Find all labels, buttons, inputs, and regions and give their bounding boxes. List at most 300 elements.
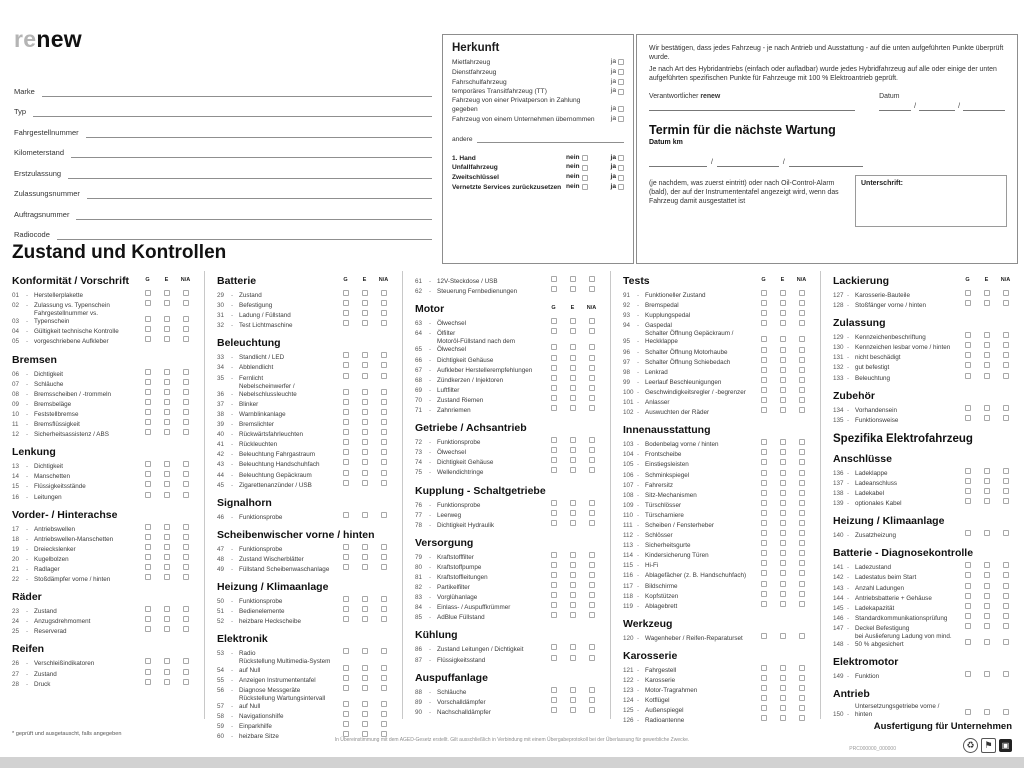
- checkbox[interactable]: [780, 601, 786, 607]
- checkbox[interactable]: [570, 655, 576, 661]
- checkbox[interactable]: [362, 439, 368, 445]
- checkbox[interactable]: [799, 550, 805, 556]
- checkbox[interactable]: [343, 419, 349, 425]
- checkbox[interactable]: [984, 593, 990, 599]
- checkbox[interactable]: [362, 290, 368, 296]
- checkbox[interactable]: [343, 616, 349, 622]
- checkbox[interactable]: [799, 675, 805, 681]
- checkbox[interactable]: [589, 395, 595, 401]
- checkbox[interactable]: [183, 574, 189, 580]
- checkbox[interactable]: [589, 655, 595, 661]
- checkbox[interactable]: [761, 470, 767, 476]
- checkbox[interactable]: [761, 357, 767, 363]
- checkbox[interactable]: [761, 581, 767, 587]
- checkbox[interactable]: [183, 290, 189, 296]
- checkbox[interactable]: [551, 644, 557, 650]
- checkbox[interactable]: [570, 612, 576, 618]
- checkbox[interactable]: [1003, 639, 1009, 645]
- checkbox[interactable]: [1003, 498, 1009, 504]
- form-field-input-line[interactable]: [71, 145, 432, 158]
- checkbox[interactable]: [799, 633, 805, 639]
- checkbox[interactable]: [551, 562, 557, 568]
- checkbox[interactable]: [343, 373, 349, 379]
- checkbox[interactable]: [183, 471, 189, 477]
- checkbox[interactable]: [984, 332, 990, 338]
- checkbox[interactable]: [799, 480, 805, 486]
- checkbox[interactable]: [761, 367, 767, 373]
- checkbox[interactable]: [799, 601, 805, 607]
- checkbox[interactable]: [780, 685, 786, 691]
- checkbox[interactable]: [551, 697, 557, 703]
- checkbox[interactable]: [145, 300, 151, 306]
- checkbox[interactable]: [164, 399, 170, 405]
- checkbox[interactable]: [761, 290, 767, 296]
- checkbox[interactable]: [381, 300, 387, 306]
- checkbox[interactable]: [589, 687, 595, 693]
- checkbox[interactable]: [381, 701, 387, 707]
- checkbox[interactable]: [799, 310, 805, 316]
- checkbox[interactable]: [582, 165, 588, 171]
- checkbox[interactable]: [1003, 671, 1009, 677]
- checkbox[interactable]: [164, 379, 170, 385]
- checkbox[interactable]: [164, 419, 170, 425]
- checkbox[interactable]: [570, 520, 576, 526]
- checkbox[interactable]: [618, 184, 624, 190]
- checkbox[interactable]: [362, 596, 368, 602]
- checkbox[interactable]: [145, 399, 151, 405]
- checkbox[interactable]: [343, 429, 349, 435]
- checkbox[interactable]: [145, 316, 151, 322]
- checkbox[interactable]: [551, 572, 557, 578]
- checkbox[interactable]: [965, 623, 971, 629]
- checkbox[interactable]: [965, 603, 971, 609]
- checkbox[interactable]: [780, 459, 786, 465]
- checkbox[interactable]: [780, 357, 786, 363]
- checkbox[interactable]: [570, 562, 576, 568]
- checkbox[interactable]: [570, 500, 576, 506]
- checkbox[interactable]: [761, 665, 767, 671]
- checkbox[interactable]: [551, 602, 557, 608]
- checkbox[interactable]: [183, 369, 189, 375]
- checkbox[interactable]: [145, 336, 151, 342]
- checkbox[interactable]: [589, 328, 595, 334]
- checkbox[interactable]: [780, 520, 786, 526]
- checkbox[interactable]: [780, 407, 786, 413]
- checkbox[interactable]: [799, 449, 805, 455]
- checkbox[interactable]: [343, 352, 349, 358]
- checkbox[interactable]: [381, 373, 387, 379]
- checkbox[interactable]: [618, 165, 624, 171]
- checkbox[interactable]: [589, 582, 595, 588]
- checkbox[interactable]: [183, 379, 189, 385]
- form-field-input-line[interactable]: [86, 125, 432, 138]
- checkbox[interactable]: [780, 540, 786, 546]
- checkbox[interactable]: [761, 715, 767, 721]
- checkbox[interactable]: [164, 574, 170, 580]
- checkbox[interactable]: [589, 697, 595, 703]
- checkbox[interactable]: [362, 544, 368, 550]
- checkbox[interactable]: [164, 300, 170, 306]
- checkbox[interactable]: [589, 467, 595, 473]
- checkbox[interactable]: [1003, 623, 1009, 629]
- checkbox[interactable]: [183, 300, 189, 306]
- checkbox[interactable]: [362, 685, 368, 691]
- checkbox[interactable]: [618, 175, 624, 181]
- checkbox[interactable]: [362, 675, 368, 681]
- checkbox[interactable]: [1003, 583, 1009, 589]
- checkbox[interactable]: [570, 318, 576, 324]
- checkbox[interactable]: [761, 480, 767, 486]
- checkbox[interactable]: [183, 336, 189, 342]
- checkbox[interactable]: [164, 534, 170, 540]
- checkbox[interactable]: [164, 544, 170, 550]
- checkbox[interactable]: [343, 449, 349, 455]
- checkbox[interactable]: [965, 478, 971, 484]
- checkbox[interactable]: [551, 344, 557, 350]
- checkbox[interactable]: [570, 644, 576, 650]
- checkbox[interactable]: [965, 300, 971, 306]
- checkbox[interactable]: [589, 510, 595, 516]
- checkbox[interactable]: [761, 377, 767, 383]
- checkbox[interactable]: [984, 362, 990, 368]
- checkbox[interactable]: [582, 184, 588, 190]
- checkbox[interactable]: [1003, 332, 1009, 338]
- checkbox[interactable]: [551, 355, 557, 361]
- checkbox[interactable]: [570, 328, 576, 334]
- checkbox[interactable]: [343, 480, 349, 486]
- checkbox[interactable]: [780, 675, 786, 681]
- checkbox[interactable]: [761, 387, 767, 393]
- checkbox[interactable]: [589, 520, 595, 526]
- checkbox[interactable]: [362, 721, 368, 727]
- checkbox[interactable]: [381, 449, 387, 455]
- checkbox[interactable]: [551, 592, 557, 598]
- checkbox[interactable]: [1003, 342, 1009, 348]
- checkbox[interactable]: [381, 409, 387, 415]
- checkbox[interactable]: [570, 707, 576, 713]
- checkbox[interactable]: [145, 492, 151, 498]
- checkbox[interactable]: [145, 658, 151, 664]
- form-field-input-line[interactable]: [87, 186, 432, 199]
- checkbox[interactable]: [761, 570, 767, 576]
- checkbox[interactable]: [618, 79, 624, 85]
- checkbox[interactable]: [343, 675, 349, 681]
- checkbox[interactable]: [1003, 352, 1009, 358]
- checkbox[interactable]: [582, 175, 588, 181]
- checkbox[interactable]: [570, 365, 576, 371]
- checkbox[interactable]: [362, 606, 368, 612]
- checkbox[interactable]: [164, 336, 170, 342]
- checkbox[interactable]: [984, 623, 990, 629]
- checkbox[interactable]: [183, 616, 189, 622]
- checkbox[interactable]: [799, 560, 805, 566]
- checkbox[interactable]: [984, 562, 990, 568]
- checkbox[interactable]: [343, 554, 349, 560]
- checkbox[interactable]: [381, 320, 387, 326]
- checkbox[interactable]: [984, 488, 990, 494]
- checkbox[interactable]: [780, 570, 786, 576]
- checkbox[interactable]: [381, 675, 387, 681]
- checkbox[interactable]: [381, 399, 387, 405]
- checkbox[interactable]: [984, 498, 990, 504]
- checkbox[interactable]: [551, 395, 557, 401]
- checkbox[interactable]: [618, 106, 624, 112]
- checkbox[interactable]: [799, 510, 805, 516]
- checkbox[interactable]: [984, 373, 990, 379]
- checkbox[interactable]: [551, 582, 557, 588]
- checkbox[interactable]: [589, 644, 595, 650]
- checkbox[interactable]: [799, 377, 805, 383]
- checkbox[interactable]: [761, 705, 767, 711]
- checkbox[interactable]: [164, 524, 170, 530]
- checkbox[interactable]: [761, 530, 767, 536]
- checkbox[interactable]: [1003, 613, 1009, 619]
- checkbox[interactable]: [1003, 603, 1009, 609]
- checkbox[interactable]: [761, 695, 767, 701]
- checkbox[interactable]: [381, 721, 387, 727]
- checkbox[interactable]: [551, 500, 557, 506]
- checkbox[interactable]: [381, 470, 387, 476]
- checkbox[interactable]: [984, 342, 990, 348]
- checkbox[interactable]: [343, 606, 349, 612]
- checkbox[interactable]: [761, 540, 767, 546]
- checkbox[interactable]: [799, 540, 805, 546]
- checkbox[interactable]: [965, 290, 971, 296]
- checkbox[interactable]: [343, 320, 349, 326]
- checkbox[interactable]: [343, 544, 349, 550]
- checkbox[interactable]: [1003, 415, 1009, 421]
- checkbox[interactable]: [145, 379, 151, 385]
- checkbox[interactable]: [570, 467, 576, 473]
- checkbox[interactable]: [362, 399, 368, 405]
- checkbox[interactable]: [183, 606, 189, 612]
- checkbox[interactable]: [589, 592, 595, 598]
- checkbox[interactable]: [551, 552, 557, 558]
- checkbox[interactable]: [780, 560, 786, 566]
- checkbox[interactable]: [780, 387, 786, 393]
- checkbox[interactable]: [1003, 478, 1009, 484]
- checkbox[interactable]: [984, 583, 990, 589]
- checkbox[interactable]: [799, 685, 805, 691]
- checkbox[interactable]: [570, 602, 576, 608]
- checkbox[interactable]: [164, 471, 170, 477]
- checkbox[interactable]: [780, 367, 786, 373]
- checkbox[interactable]: [164, 679, 170, 685]
- checkbox[interactable]: [145, 554, 151, 560]
- checkbox[interactable]: [799, 407, 805, 413]
- checkbox[interactable]: [343, 721, 349, 727]
- checkbox[interactable]: [164, 316, 170, 322]
- checkbox[interactable]: [965, 530, 971, 536]
- checkbox[interactable]: [984, 300, 990, 306]
- checkbox[interactable]: [780, 470, 786, 476]
- responsible-input-line[interactable]: [649, 101, 855, 111]
- checkbox[interactable]: [362, 616, 368, 622]
- checkbox[interactable]: [780, 439, 786, 445]
- checkbox[interactable]: [183, 669, 189, 675]
- checkbox[interactable]: [183, 544, 189, 550]
- checkbox[interactable]: [965, 342, 971, 348]
- checkbox[interactable]: [570, 405, 576, 411]
- checkbox[interactable]: [570, 687, 576, 693]
- checkbox[interactable]: [1003, 572, 1009, 578]
- checkbox[interactable]: [381, 419, 387, 425]
- checkbox[interactable]: [1003, 362, 1009, 368]
- checkbox[interactable]: [780, 320, 786, 326]
- checkbox[interactable]: [965, 373, 971, 379]
- checkbox[interactable]: [362, 701, 368, 707]
- checkbox[interactable]: [799, 581, 805, 587]
- checkbox[interactable]: [551, 447, 557, 453]
- checkbox[interactable]: [343, 665, 349, 671]
- checkbox[interactable]: [343, 470, 349, 476]
- checkbox[interactable]: [570, 276, 576, 282]
- checkbox[interactable]: [965, 671, 971, 677]
- checkbox[interactable]: [570, 395, 576, 401]
- next-service-input[interactable]: / /: [649, 157, 979, 167]
- checkbox[interactable]: [965, 468, 971, 474]
- checkbox[interactable]: [799, 490, 805, 496]
- checkbox[interactable]: [761, 633, 767, 639]
- checkbox[interactable]: [799, 387, 805, 393]
- checkbox[interactable]: [780, 695, 786, 701]
- checkbox[interactable]: [589, 375, 595, 381]
- checkbox[interactable]: [589, 707, 595, 713]
- checkbox[interactable]: [589, 276, 595, 282]
- checkbox[interactable]: [618, 155, 624, 161]
- checkbox[interactable]: [145, 679, 151, 685]
- checkbox[interactable]: [362, 409, 368, 415]
- checkbox[interactable]: [570, 355, 576, 361]
- checkbox[interactable]: [984, 530, 990, 536]
- checkbox[interactable]: [183, 492, 189, 498]
- checkbox[interactable]: [780, 530, 786, 536]
- form-field-input-line[interactable]: [57, 227, 432, 240]
- checkbox[interactable]: [183, 429, 189, 435]
- checkbox[interactable]: [570, 286, 576, 292]
- checkbox[interactable]: [381, 290, 387, 296]
- checkbox[interactable]: [362, 470, 368, 476]
- checkbox[interactable]: [164, 564, 170, 570]
- checkbox[interactable]: [780, 581, 786, 587]
- checkbox[interactable]: [965, 498, 971, 504]
- checkbox[interactable]: [362, 429, 368, 435]
- checkbox[interactable]: [799, 367, 805, 373]
- checkbox[interactable]: [145, 409, 151, 415]
- checkbox[interactable]: [164, 409, 170, 415]
- checkbox[interactable]: [183, 564, 189, 570]
- checkbox[interactable]: [183, 399, 189, 405]
- checkbox[interactable]: [1003, 593, 1009, 599]
- checkbox[interactable]: [381, 512, 387, 518]
- checkbox[interactable]: [343, 399, 349, 405]
- checkbox[interactable]: [362, 419, 368, 425]
- checkbox[interactable]: [1003, 290, 1009, 296]
- checkbox[interactable]: [183, 461, 189, 467]
- checkbox[interactable]: [799, 705, 805, 711]
- checkbox[interactable]: [164, 481, 170, 487]
- form-field-input-line[interactable]: [33, 104, 432, 117]
- checkbox[interactable]: [570, 582, 576, 588]
- checkbox[interactable]: [551, 385, 557, 391]
- checkbox[interactable]: [164, 606, 170, 612]
- checkbox[interactable]: [164, 669, 170, 675]
- checkbox[interactable]: [761, 439, 767, 445]
- checkbox[interactable]: [145, 461, 151, 467]
- checkbox[interactable]: [343, 459, 349, 465]
- checkbox[interactable]: [570, 385, 576, 391]
- checkbox[interactable]: [589, 405, 595, 411]
- checkbox[interactable]: [145, 669, 151, 675]
- checkbox[interactable]: [984, 603, 990, 609]
- checkbox[interactable]: [183, 658, 189, 664]
- checkbox[interactable]: [343, 596, 349, 602]
- checkbox[interactable]: [761, 449, 767, 455]
- checkbox[interactable]: [589, 612, 595, 618]
- checkbox[interactable]: [780, 300, 786, 306]
- form-field-input-line[interactable]: [76, 207, 432, 220]
- checkbox[interactable]: [570, 344, 576, 350]
- checkbox[interactable]: [965, 613, 971, 619]
- checkbox[interactable]: [965, 352, 971, 358]
- checkbox[interactable]: [761, 500, 767, 506]
- checkbox[interactable]: [343, 564, 349, 570]
- checkbox[interactable]: [799, 665, 805, 671]
- checkbox[interactable]: [984, 468, 990, 474]
- checkbox[interactable]: [761, 310, 767, 316]
- checkbox[interactable]: [183, 626, 189, 632]
- checkbox[interactable]: [799, 570, 805, 576]
- checkbox[interactable]: [183, 409, 189, 415]
- checkbox[interactable]: [965, 362, 971, 368]
- checkbox[interactable]: [343, 512, 349, 518]
- checkbox[interactable]: [799, 439, 805, 445]
- checkbox[interactable]: [799, 300, 805, 306]
- checkbox[interactable]: [761, 675, 767, 681]
- checkbox[interactable]: [984, 572, 990, 578]
- checkbox[interactable]: [164, 429, 170, 435]
- checkbox[interactable]: [551, 612, 557, 618]
- checkbox[interactable]: [589, 572, 595, 578]
- checkbox[interactable]: [965, 415, 971, 421]
- checkbox[interactable]: [589, 286, 595, 292]
- form-field-input-line[interactable]: [68, 166, 432, 179]
- checkbox[interactable]: [1003, 300, 1009, 306]
- checkbox[interactable]: [145, 564, 151, 570]
- checkbox[interactable]: [551, 328, 557, 334]
- checkbox[interactable]: [343, 409, 349, 415]
- checkbox[interactable]: [799, 715, 805, 721]
- checkbox[interactable]: [551, 286, 557, 292]
- checkbox[interactable]: [183, 679, 189, 685]
- checkbox[interactable]: [551, 457, 557, 463]
- checkbox[interactable]: [183, 389, 189, 395]
- checkbox[interactable]: [362, 389, 368, 395]
- checkbox[interactable]: [362, 362, 368, 368]
- checkbox[interactable]: [761, 601, 767, 607]
- checkbox[interactable]: [164, 369, 170, 375]
- checkbox[interactable]: [362, 648, 368, 654]
- checkbox[interactable]: [362, 449, 368, 455]
- checkbox[interactable]: [381, 544, 387, 550]
- checkbox[interactable]: [761, 510, 767, 516]
- checkbox[interactable]: [381, 685, 387, 691]
- checkbox[interactable]: [780, 397, 786, 403]
- checkbox[interactable]: [551, 375, 557, 381]
- checkbox[interactable]: [343, 310, 349, 316]
- checkbox[interactable]: [381, 362, 387, 368]
- checkbox[interactable]: [799, 520, 805, 526]
